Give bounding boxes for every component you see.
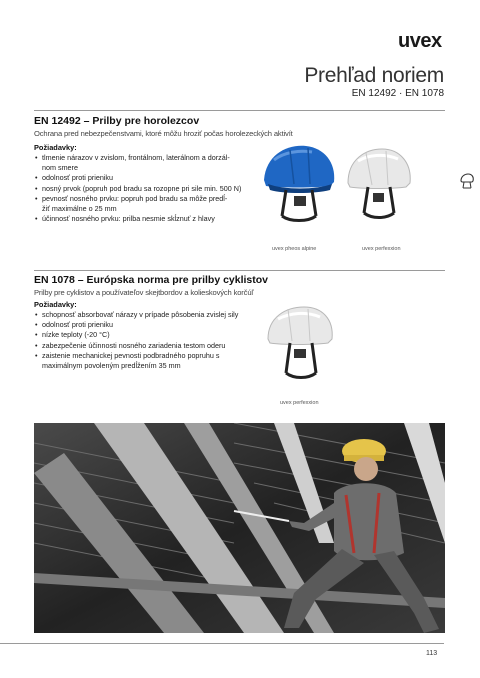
climbing-helmet-icon <box>459 173 475 196</box>
section-divider <box>34 270 445 271</box>
page-number: 113 <box>426 650 438 657</box>
requirement-item: • zaistenie mechanickej pevnosti podbradného popruhu s <box>34 351 259 361</box>
footer-divider <box>0 643 444 644</box>
requirements-list-en12492 <box>34 153 249 224</box>
section-title-en1078: EN 1078 – Európska norma pre prilby cyklistov <box>34 274 269 286</box>
requirements-label: Požiadavky: <box>34 143 77 152</box>
section-title-en12492: EN 12492 – Prilby pre horolezcov <box>34 115 200 127</box>
product-caption: uvex pheos alpine <box>272 246 317 252</box>
requirements-list-en1078 <box>34 310 259 371</box>
page-title: Prehľad noriem <box>304 64 444 87</box>
helmet-image-perfexxion <box>344 145 414 230</box>
helmet-image-pheos-alpine <box>260 140 338 229</box>
requirement-item: • účinnosť nosného prvku: prilba nesmie skĺznuť z hlavy <box>34 214 249 224</box>
requirement-item: • nosný prvok (popruh pod bradu sa rozopne pri sile min. 500 N) <box>34 184 249 194</box>
section-subtitle-en12492: Ochrana pred nebezpečenstvami, ktoré môžu hroziť počas horolezeckých aktivít <box>34 129 293 138</box>
requirement-item-continuation: maximálnym povoleným predĺžením 35 mm <box>42 361 181 371</box>
requirements-label: Požiadavky: <box>34 300 77 309</box>
section-subtitle-en1078: Prilby pre cyklistov a používateľov skejtbordov a kolieskových korčúľ <box>34 288 254 297</box>
requirement-item: • odolnosť proti prieniku <box>34 320 259 330</box>
requirement-item-continuation: žiť maximálne o 25 mm <box>42 204 117 214</box>
section-divider <box>34 110 445 111</box>
photo-worker-on-steel-structure <box>34 423 445 633</box>
requirement-item: • pevnosť nosného prvku: popruh pod bradu sa môže predĺ- <box>34 194 249 204</box>
helmet-image-perfexxion <box>264 303 336 388</box>
product-caption: uvex perfexxion <box>280 400 319 406</box>
requirement-item: • nízke teploty (-20 °C) <box>34 330 259 340</box>
requirement-item: • odolnosť proti prieniku <box>34 173 249 183</box>
page-subtitle: EN 12492 · EN 1078 <box>351 88 444 99</box>
requirement-item: • zabezpečenie účinnosti nosného zariadenia testom oderu <box>34 341 259 351</box>
requirement-item: • schopnosť absorbovať nárazy v prípade pôsobenia zvislej sily <box>34 310 259 320</box>
product-caption: uvex perfexxion <box>362 246 401 252</box>
requirement-item-continuation: nom smere <box>42 163 78 173</box>
requirement-item: • tlmenie nárazov v zvislom, frontálnom, laterálnom a dorzál- <box>34 153 249 163</box>
brand-logo: uvex <box>398 30 442 52</box>
